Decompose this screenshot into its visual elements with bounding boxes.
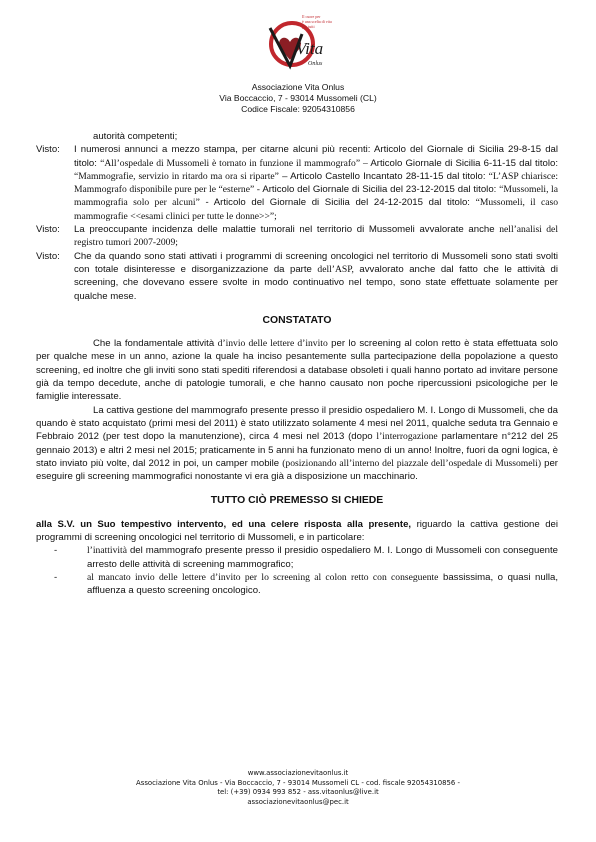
visto-label: Visto:	[36, 250, 60, 262]
bullet-item-1	[36, 544, 558, 571]
visto1-quote-1: “All’ospedale di Mussomeli è tornato in funzione il mammografo” –	[100, 157, 368, 169]
visto1-part: I numerosi annunci a mezzo stampa, per citarne alcuni più recenti: Articolo del Giornale di Sicilia 29-8-15 dal titolo:	[74, 144, 558, 169]
intro-line: autorità competenti;	[93, 131, 178, 142]
org-fiscal-code: Codice Fiscale: 92054310856	[241, 104, 355, 115]
heading-chiede: TUTTO CIÒ PREMESSO SI CHIEDE	[210, 495, 384, 507]
letterhead	[0, 82, 596, 116]
para1-part: d’invio delle lettere d’invito	[217, 338, 328, 350]
logo-graphic	[256, 14, 342, 70]
bullet2-part: bassissima, o quasi nulla, affluenza a questo screening oncologico.	[87, 571, 558, 597]
visto2-part: La preoccupante incidenza delle malattie tumorali nel territorio di Mussomeli avvalorate anche	[74, 224, 500, 236]
bullet1-part: del mammografo presente presso il presidio ospedaliero M. I. Longo di Mussomeli con conseguente arresto delle attività di screening mammografico;	[87, 545, 558, 570]
visto1-part: – Articolo Castello Incantato 28-11-15 dal titolo:	[278, 170, 489, 182]
paragraph-1	[36, 337, 558, 403]
visto1-part: - Articolo del Giornale di Sicilia del 24-12-2015 dal titolo:	[199, 197, 476, 209]
para2-part: La cattiva gestione del mammografo presente presso il presidio ospedaliero M. I. Longo di Mussomeli, che da quando è stato acquistato (primi mesi del 2011) è stato utilizzato solamente 4 mesi nel 2011, qualche seduta tra Gennaio e Febbraio 2012 (per test dopo la manutenzione), circa 4 mesi nel 2013 (dopo	[36, 404, 559, 443]
logo-tagline-1: Il cuore per	[302, 14, 321, 19]
bullet-dash: -	[54, 571, 58, 583]
request-paragraph	[36, 518, 558, 545]
visto1-part: Articolo Giornale di Sicilia 6-11-15 dal titolo:	[367, 157, 558, 169]
para1-part: per lo screening al colon retto è stata effettuata solo per qualche mese in un anno, azione la quale ha inciso pesantemente sulla partecipazione della popolazione a questo screening, ed inoltre che gli inviti sono stati spediti riferendosi a database obsoleti i quali hanno portato ad invitare persone già da tempo decedute, anche di patologie tumorali, e che hanno causato non poche ripercussioni psicologiche per le famiglie interessate.	[36, 338, 558, 403]
visto-text-1	[74, 143, 558, 223]
visto-item-3	[36, 250, 558, 303]
para2-part: (posizionando all’interno del piazzale dell’ospedale di Mussomeli)	[282, 457, 542, 469]
visto-text-2	[74, 223, 558, 250]
footer-website: www.associazionevitaonlus.it	[247, 769, 349, 777]
visto2-part: nell’analisi del registro tumori 2007-2009;	[74, 224, 558, 249]
association-logo	[256, 14, 342, 70]
visto-text-3	[74, 250, 558, 303]
para1-part: Che la fondamentale attività	[93, 338, 218, 350]
visto-item-1	[36, 143, 558, 223]
heading-constatato: CONSTATATO	[262, 314, 332, 326]
org-name: Associazione Vita Onlus	[251, 82, 345, 92]
visto1-quote-2: “Mammografie, servizio in ritardo ma ora si riparte”	[74, 170, 279, 182]
visto3-part: Che da quando sono stati attivati i programmi di screening oncologici nel territorio di Mussomeli sono stati svolti con totale disinteresse e disorganizzazione da parte	[74, 250, 558, 275]
logo-word: Vita	[296, 39, 324, 58]
visto1-quote-5: “Mussomeli, il caso mammografie <<esami clinici per tutte le donne>>”;	[74, 197, 558, 222]
letter-footer	[0, 769, 596, 807]
paragraph-2	[36, 404, 558, 484]
logo-sub: Onlus	[308, 61, 323, 67]
bullet-text-2	[87, 571, 558, 598]
visto-item-2	[36, 223, 558, 250]
visto1-quote-3: “L’ASP chiarisce: Mammografo disponibile pure per le “esterne” -	[74, 170, 559, 196]
footer-address-line: Associazione Vita Onlus - Via Boccaccio, 7 - 93014 Mussomeli CL - cod. fiscale 92054310856 -	[136, 778, 460, 787]
letter-body	[36, 130, 558, 598]
para2-part: parlamentare n°212 del 25 gennaio 2013) e altri 2 mesi nel 2015; praticamente in 5 anni ha funzionato meno di un anno! Inoltre, fuori da ogni logica, è stato inviato più volte, dal 2012 in poi, un camper mobile	[36, 431, 558, 469]
logo-tagline-2: è una scelta di vita	[302, 19, 332, 24]
footer-contacts: tel: (+39) 0934 993 852 - ass.vitaonlus@live.it	[217, 788, 379, 797]
para2-part: l’interrogazione	[376, 431, 438, 443]
visto-label: Visto:	[36, 144, 60, 156]
visto1-part: Articolo del Giornale di Sicilia del 23-12-2015 dal titolo:	[260, 184, 500, 196]
request-rest: riguardo la cattiva gestione dei programmi di screening oncologici nel territorio di Mussomeli, e in particolare:	[36, 518, 559, 544]
visto1-quote-4: “Mussomeli, la mammografia solo per alcuni”	[74, 184, 558, 209]
bullet2-part: al mancato invio delle lettere d’invito per lo screening al colon retto con conseguente	[87, 571, 439, 583]
para2-part: per eseguire gli screening mammografici nonostante vi era già a disposizione un macchinario.	[36, 457, 558, 483]
bullet1-part: l’inattività	[87, 545, 127, 557]
logo-tagline-3: per tutti	[302, 24, 315, 29]
bullet-text-1	[87, 544, 558, 571]
visto3-part: dell’ASP,	[317, 263, 354, 275]
bullet-dash: -	[54, 545, 58, 557]
visto3-part: avvalorato anche dal fatto che le attività di screening, che dovevano essere svolte in modo continuativo nel tempo, sono state effettuate solamente per qualche mese.	[74, 263, 558, 302]
bullet-item-2	[36, 571, 558, 598]
footer-pec: associazionevitaonlus@pec.it	[247, 797, 349, 806]
request-bold: alla S.V. un Suo tempestivo intervento, ed una celere risposta alla presente,	[36, 518, 412, 530]
org-address: Via Boccaccio, 7 - 93014 Mussomeli (CL)	[219, 93, 377, 104]
visto-label: Visto:	[36, 224, 60, 236]
